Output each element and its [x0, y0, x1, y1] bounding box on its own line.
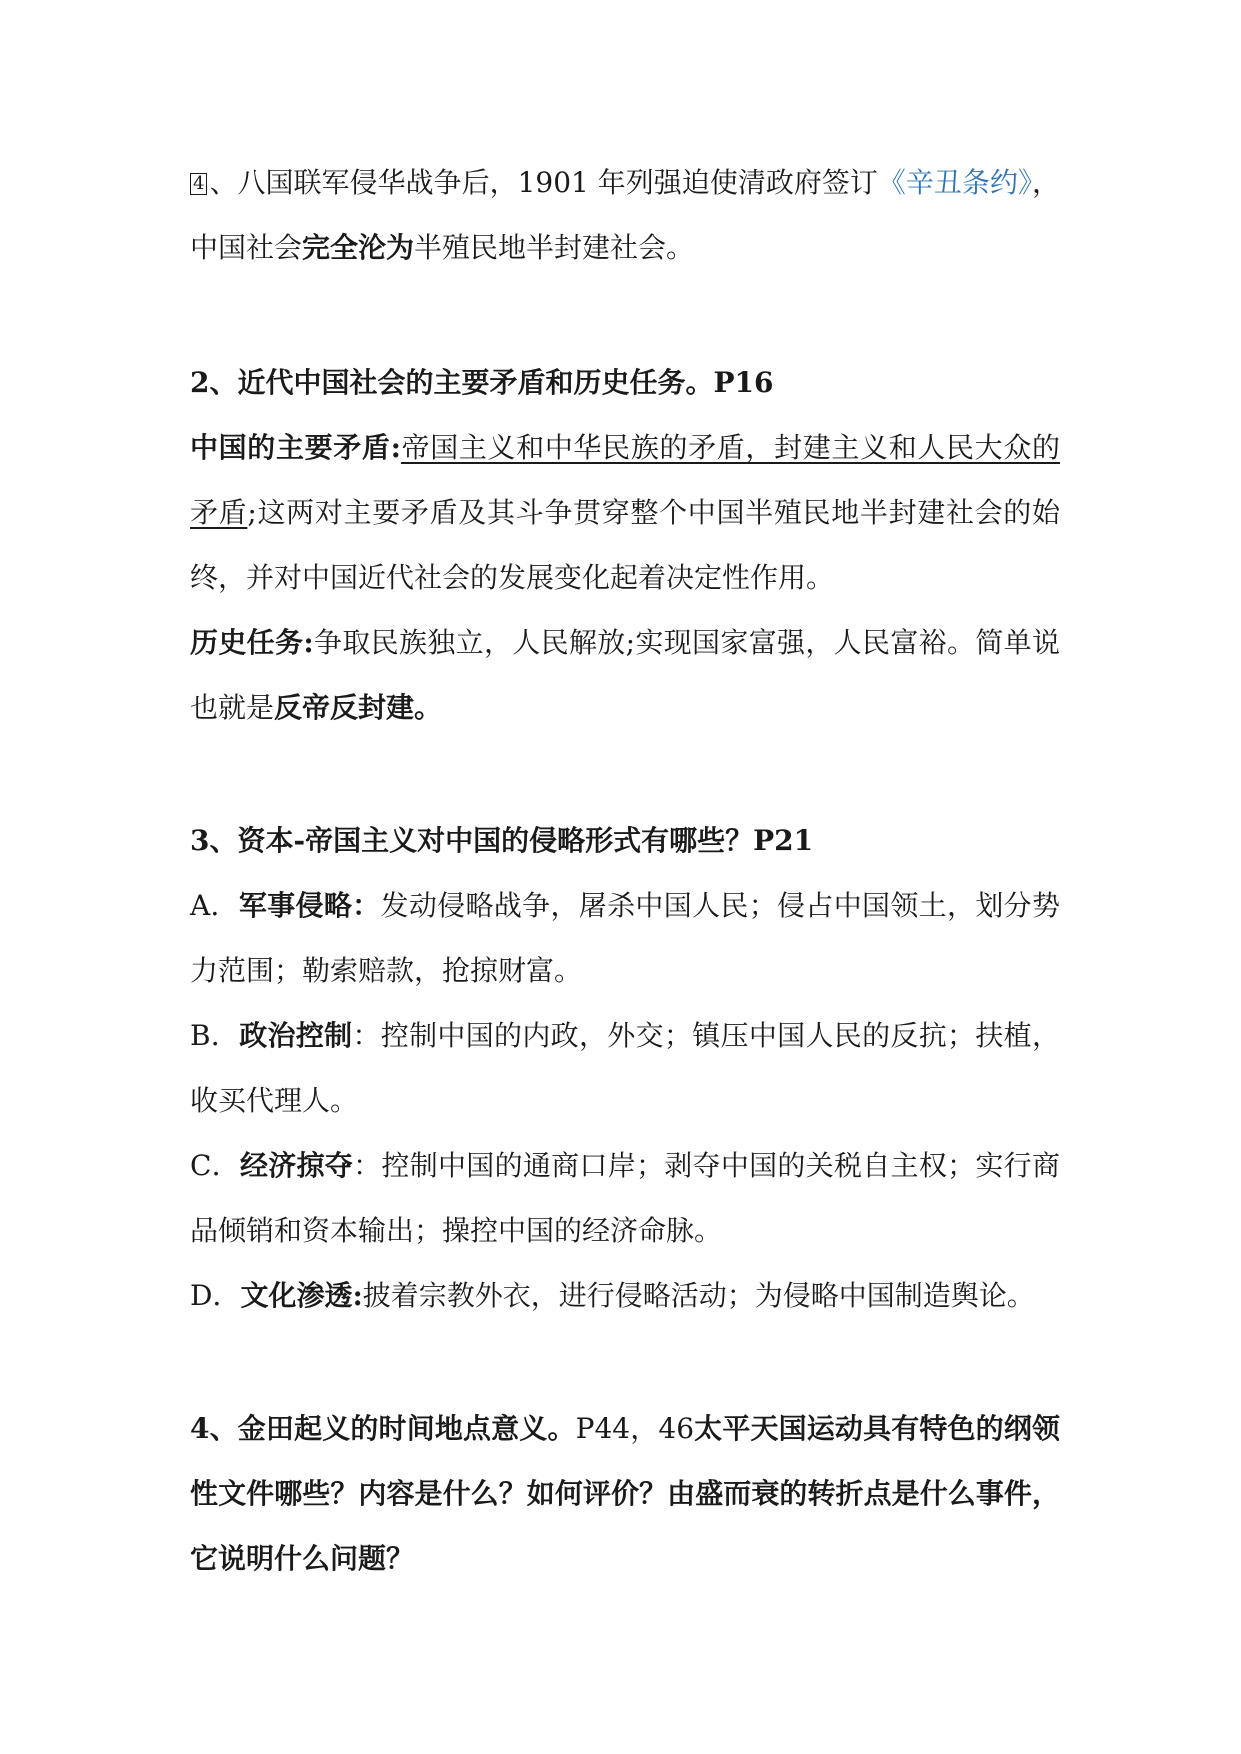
- list-item: [190, 1003, 1060, 1133]
- section-3: [190, 808, 1060, 1328]
- treaty-link[interactable]: 《辛丑条约》: [877, 166, 1032, 199]
- item-text: 披着宗教外衣，进行侵略活动；为侵略中国制造舆论。: [362, 1279, 1035, 1312]
- section-4: [190, 1396, 1060, 1591]
- item-text: ：控制中国的内政，外交；镇压中国人民的反抗；扶植，收买代理人。: [190, 1019, 1060, 1117]
- item-label: 政治控制: [239, 1019, 353, 1052]
- task-paragraph: [190, 610, 1060, 740]
- item-label: 军事侵略：: [238, 889, 381, 922]
- section-4-heading: [190, 1396, 1060, 1591]
- list-item: [190, 1263, 1060, 1328]
- item-label: 文化渗透:: [240, 1279, 363, 1312]
- section-3-heading: 3、资本-帝国主义对中国的侵略形式有哪些？P21: [190, 824, 814, 857]
- item-text: ：控制中国的通商口岸；剥夺中国的关税自主权；实行商品倾销和资本输出；操控中国的经济命脉。: [190, 1149, 1060, 1247]
- item-4-text-mid: ，中国社会: [190, 166, 1060, 264]
- item-4-text: 、八国联军侵华战争后，1901 年列强迫使清政府签订: [209, 166, 878, 199]
- contradiction-underlined: 帝国主义和中华民族的矛盾，封建主义和人民大众的矛盾: [190, 431, 1060, 529]
- contradiction-rest: ;这两对主要矛盾及其斗争贯穿整个中国半殖民地半封建社会的始终，并对中国近代社会的发展变化起着决定性作用。: [190, 496, 1060, 594]
- contradiction-label: 中国的主要矛盾:: [190, 431, 401, 464]
- list-item: [190, 873, 1060, 1003]
- section-2: [190, 350, 1060, 740]
- item-letter: A．: [190, 889, 239, 922]
- item-4-paragraph: [190, 150, 1060, 280]
- boxed-number: 4: [190, 173, 207, 195]
- item-4-text-after: 半殖民地半封建社会。: [414, 231, 695, 264]
- section-2-heading: 2、近代中国社会的主要矛盾和历史任务。P16: [190, 366, 774, 399]
- item-text: 发动侵略战争，屠杀中国人民；侵占中国领土，划分势力范围；勒索赔款，抢掠财富。: [190, 889, 1060, 987]
- section-4-pages: P44，46: [575, 1412, 695, 1445]
- list-item: [190, 1133, 1060, 1263]
- task-bold: 反帝反封建。: [274, 691, 443, 724]
- contradiction-paragraph: [190, 415, 1060, 610]
- item-4-bold: 完全沦为: [302, 231, 415, 264]
- section-4-heading-a: 4、金田起义的时间地点意义。: [190, 1412, 576, 1445]
- item-label: 经济掠夺: [240, 1149, 354, 1182]
- section-4-heading-b: 太平天国运动具有特色的纲领性文件哪些？内容是什么？如何评价？由盛而衰的转折点是什么事件，它说明什么问题？: [190, 1412, 1060, 1575]
- task-text: 争取民族独立，人民解放;实现国家富强，人民富裕。简单说也就是: [190, 626, 1060, 724]
- item-letter: B．: [190, 1019, 240, 1052]
- item-letter: C．: [190, 1149, 240, 1182]
- task-label: 历史任务:: [190, 626, 314, 659]
- item-letter: D．: [190, 1279, 241, 1312]
